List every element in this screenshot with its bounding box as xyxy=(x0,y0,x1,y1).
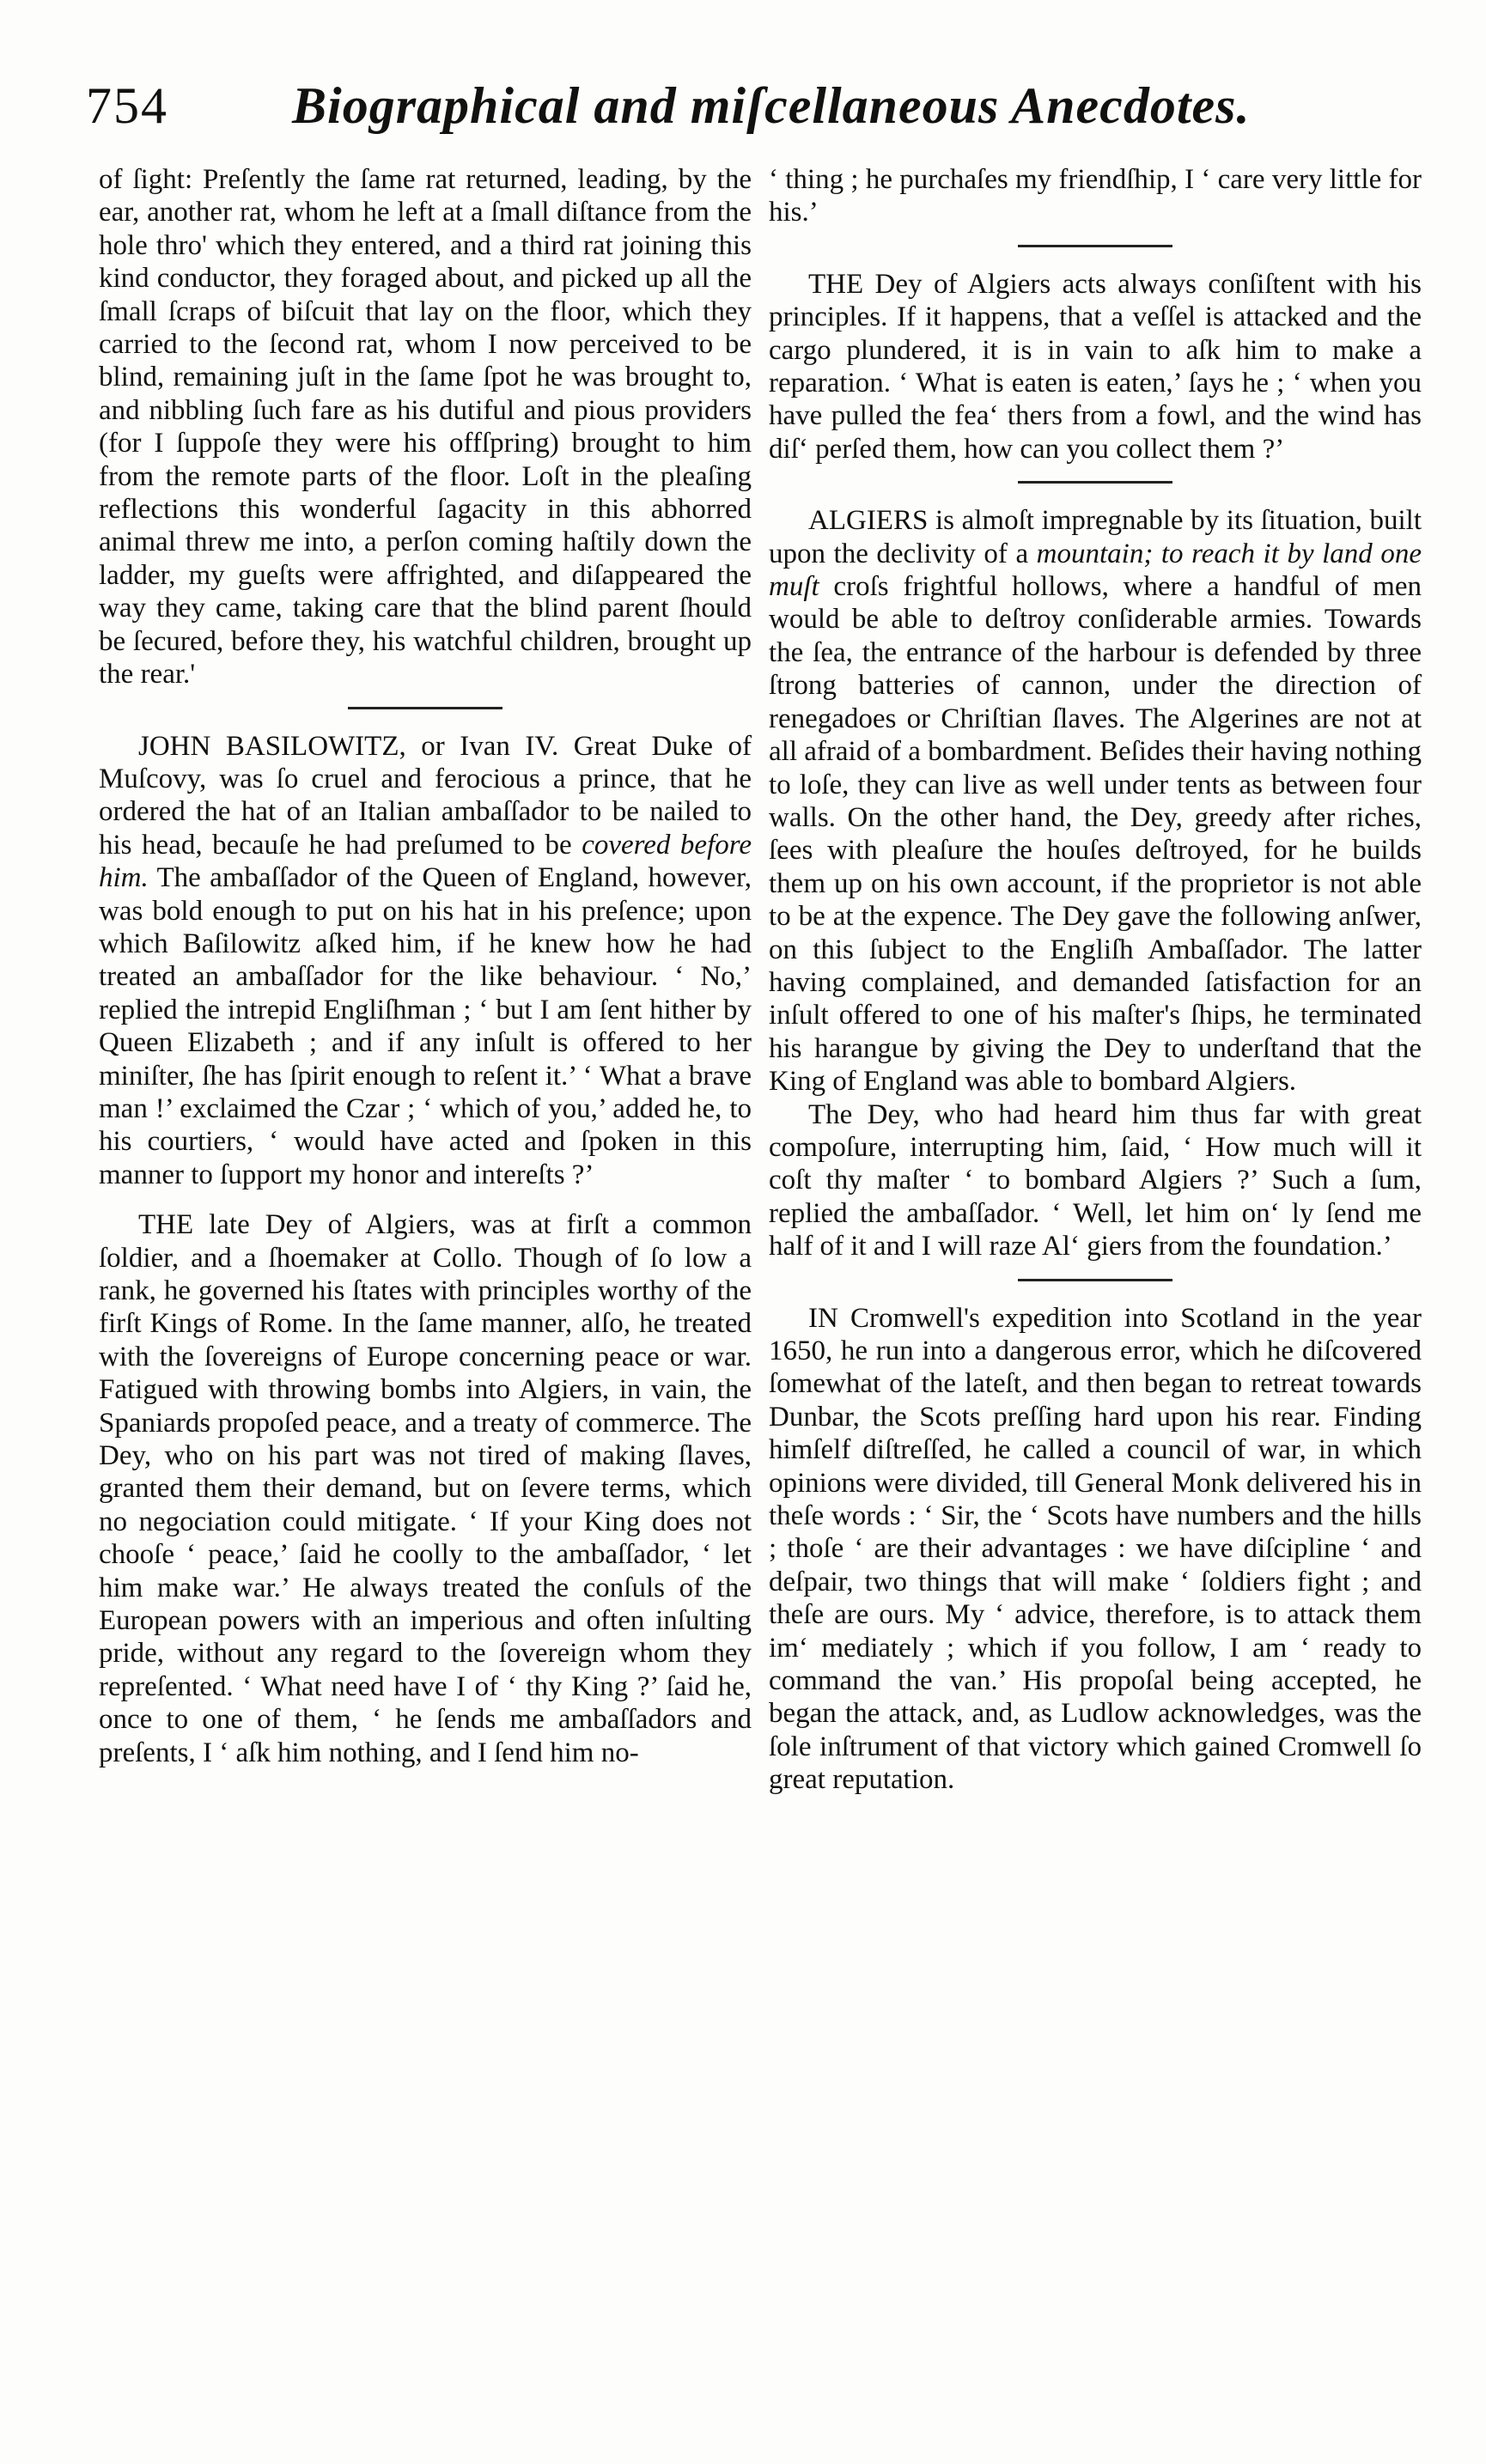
algiers-italic: mountain; to reach it by land one muſt xyxy=(769,538,1422,603)
algiers-situation-anecdote xyxy=(769,504,1422,1098)
basilowitz-anecdote xyxy=(99,730,752,1192)
page-header xyxy=(86,67,1443,144)
rat-story-paragraph: of ſight: Preſently the ſame rat returned, leading, by the ear, another rat, whom he left at a ſmall diſtance from the hole thro' which they entered, and a third rat joining this kind conductor, they foraged about, and picked up all the ſmall ſcraps of biſcuit that lay on the floor, which they carried to the ſecond rat, whom I now perceived to be blind, remaining juſt in the ſame ſpot he was brought to, and nibbling ſuch fare as his dutiful and pious providers (for I ſuppoſe they were his offſpring) brought to him from the remote parts of the floor. Loſt in the pleaſing reflections this wonderful ſagacity in this abhorred animal threw me into, a perſon coming haſtily down the ladder, my gueſts were affrighted, and diſappeared the way they came, taking care that the blind parent ſhould be ſecured, before they, his watchful children, brought up the rear.' xyxy=(99,164,752,691)
section-divider xyxy=(1018,481,1172,484)
right-column xyxy=(769,163,1422,1797)
basilowitz-italic: covered before him. xyxy=(99,829,752,894)
section-divider xyxy=(1018,245,1172,247)
page-number: 754 xyxy=(86,77,168,134)
dey-reply-paragraph: The Dey, who had heard him thus far with great compoſure, interrupting him, ſaid, ‘ How much will it coſt thy maſter ‘ to bombard Algiers ?’ Such a ſum, replied the ambaſſador. ‘ Well, let him on‘ ly ſend me half of it and I will raze Al‘ giers from the foundation.’ xyxy=(769,1098,1422,1262)
basilowitz-text-1: JOHN BASILOWITZ, or Ivan IV. Great Duke of Muſcovy, was ſo cruel and ferocious a prince, that he ordered the hat of an Italian ambaſſador to be nailed to his head, becauſe he had preſumed to be xyxy=(99,730,752,861)
algiers-text-2: croſs frightful hollows, where a handful of men would be able to deſtroy conſiderable armies. Towards the ſea, the entrance of the harbour is defended by three ſtrong batteries of cannon, under the direction of renegadoes or Chriſtian ſlaves. The Algerines are not at all afraid of a bombardment. Beſides their having nothing to loſe, they can live as well under tents as between four walls. On the other hand, the Dey, greedy after riches, ſees with pleaſure the houſes deſtroyed, for he builds them up on his own account, if the proprietor is not able to be at the expence. The Dey gave the following anſwer, on this ſubject to the Engliſh Ambaſſador. The latter having complained, and demanded ſatisfaction for an inſult offered to one of his maſter's ſhips, he terminated his harangue by giving the Dey to underſtand that the King of England was able to bombard Algiers. xyxy=(769,571,1422,1098)
dey-of-algiers-anecdote: THE late Dey of Algiers, was at firſt a common ſoldier, and a ſhoemaker at Collo. Though of ſo low a rank, he governed his ſtates with principles worthy of the firſt Kings of Rome. In the ſame manner, alſo, he treated with the ſovereigns of Europe concerning peace or war. Fatigued with throwing bombs into Algiers, in vain, the Spaniards propoſed peace, and a treaty of commerce. The Dey, who on his part was not tired of making ſlaves, granted them their demand, but on ſevere terms, which no negociation could mitigate. ‘ If your King does not chooſe ‘ peace,’ ſaid he coolly to the ambaſſador, ‘ let him make war.’ He always treated the conſuls of the European powers with an imperious and often inſulting pride, without any regard to the ſovereign whom they repreſented. ‘ What need have I of ‘ thy King ?’ ſaid he, once to one of them, ‘ he ſends me ambaſſadors and preſents, I ‘ aſk him nothing, and I ſend him no- xyxy=(99,1209,752,1768)
dey-continued-paragraph: ‘ thing ; he purchaſes my friendſhip, I ‘ care very little for his.’ xyxy=(769,164,1422,228)
basilowitz-text-2: The ambaſſador of the Queen of England, however, was bold enough to put on his hat in his preſence; upon which Baſilowitz aſked him, if he knew how he had treated an ambaſſador for the like behaviour. ‘ No,’ replied the intrepid Engliſhman ; ‘ but I am ſent hither by Queen Elizabeth ; and if any inſult is offered to her miniſter, ſhe has ſpirit enough to reſent it.’ ‘ What a brave man !’ exclaimed the Czar ; ‘ which of you,’ added he, to his courtiers, ‘ would have acted and ſpoken in this manner to ſupport my honor and intereſts ?’ xyxy=(99,862,752,1190)
cromwell-anecdote: IN Cromwell's expedition into Scotland in the year 1650, he run into a dangerous error, which he diſcovered ſomewhat of the lateſt, and then began to retreat towards Dunbar, the Scots preſſing hard upon his rear. Finding himſelf diſtreſſed, he called a council of war, in which opinions were divided, till General Monk delivered his in theſe words : ‘ Sir, the ‘ Scots have numbers and the hills ; thoſe ‘ are their advantages : we have diſcipline ‘ and deſpair, two things that will make ‘ ſoldiers fight ; and theſe are ours. My ‘ advice, therefore, is to attack them im‘ mediately ; which if you follow, I am ‘ ready to command the van.’ His propoſal being accepted, he began the attack, and, as Ludlow acknowledges, was the ſole inſtrument of that victory which gained Cromwell ſo great reputation. xyxy=(769,1302,1422,1796)
section-divider xyxy=(1018,1279,1172,1281)
running-head: Biographical and miſcellaneous Anecdotes. xyxy=(292,77,1251,134)
algiers-text-1: ALGIERS is almoſt impregnable by its ſituation, built upon the declivity of a xyxy=(769,505,1422,569)
dey-principles-anecdote: THE Dey of Algiers acts always conſiſtent with his principles. If it happens, that a veſſel is attacked and the cargo plundered, it is in vain to aſk him to make a reparation. ‘ What is eaten is eaten,’ ſays he ; ‘ when you have pulled the fea‘ thers from a fowl, and the wind has diſ‘ perſed them, how can you collect them ?’ xyxy=(769,268,1422,465)
section-divider xyxy=(348,707,502,709)
left-column xyxy=(99,163,752,1769)
